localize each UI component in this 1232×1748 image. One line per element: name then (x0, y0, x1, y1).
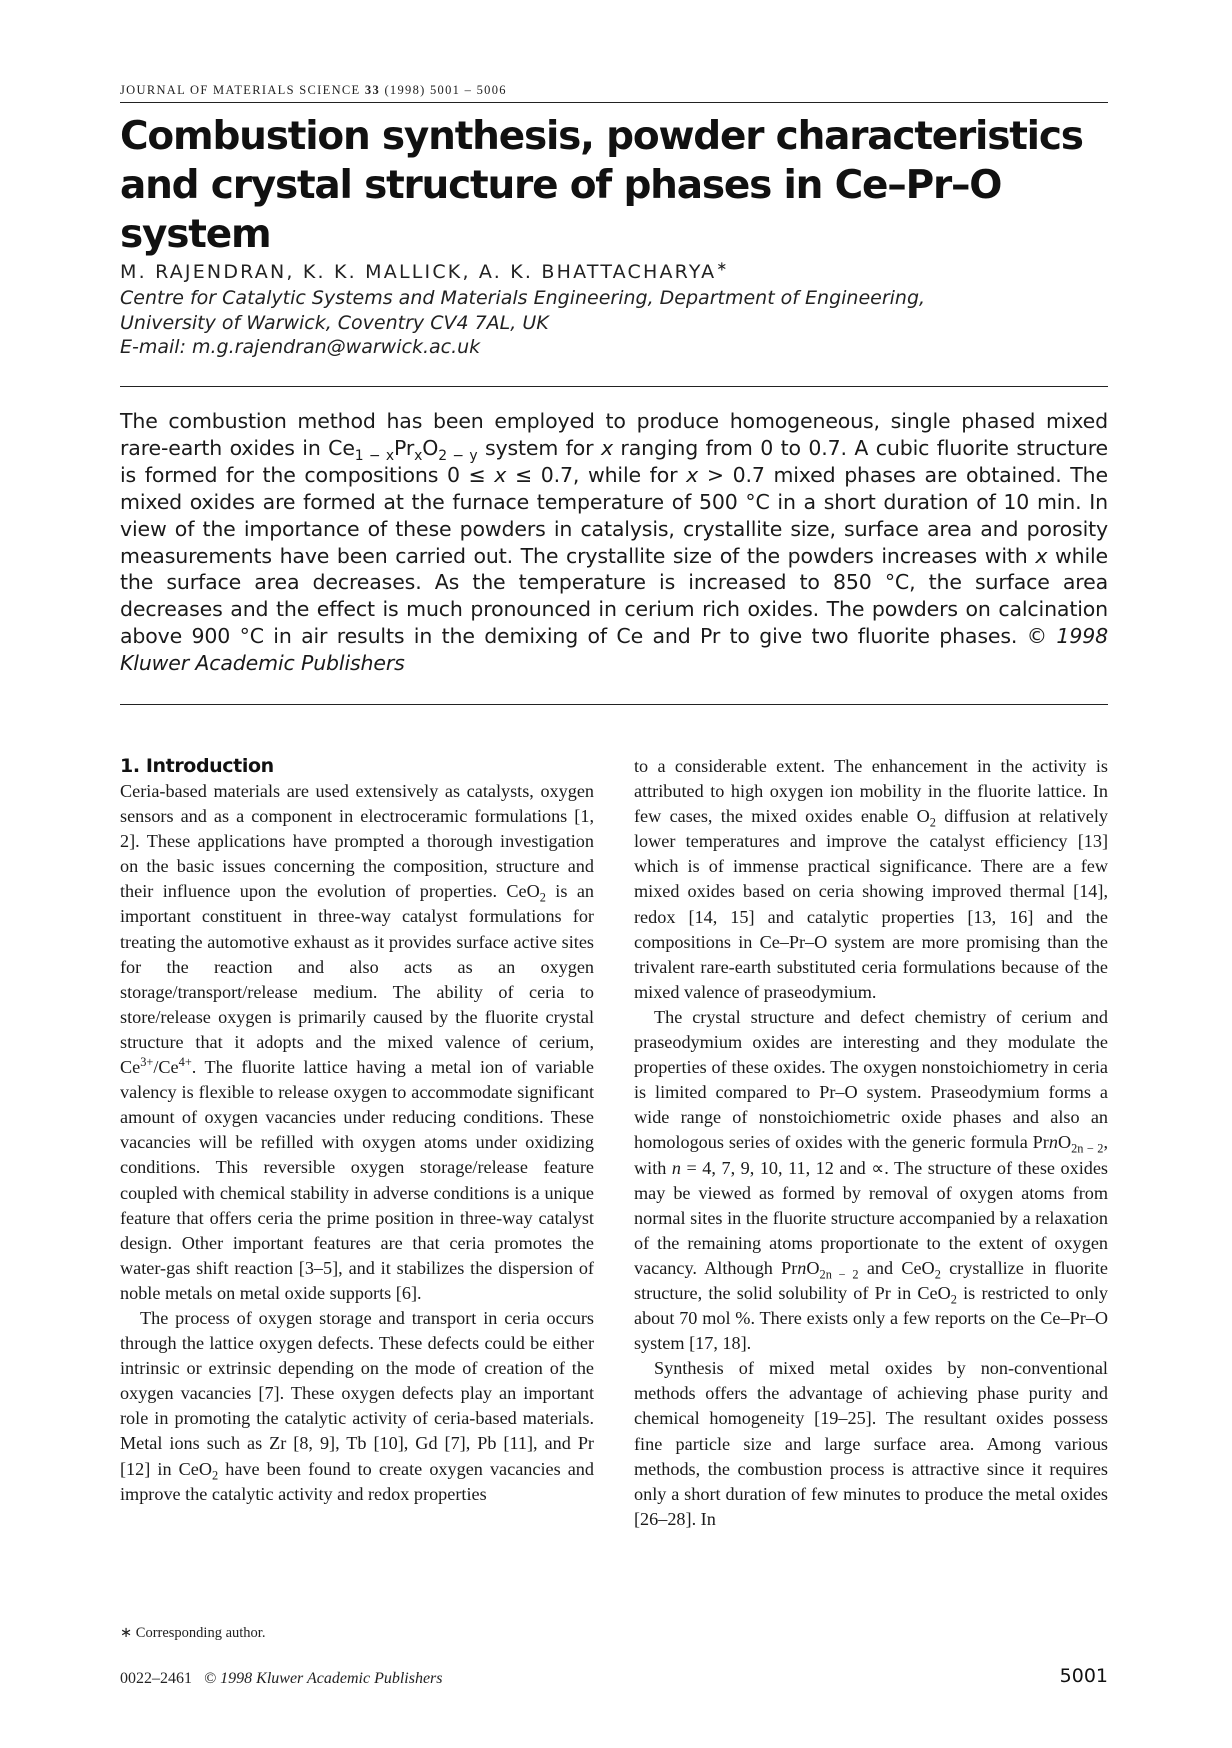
abstract-bottom-rule (120, 704, 1108, 705)
intro-paragraph-2-continued: to a considerable extent. The enhancement in the activity is attributed to high oxygen ion mobility in the fluorite lattice. In few cases, the mixed oxides enable $O_2$ diffusion at relatively lower temperatures and improve the catalyst efficiency [13] which is of immense practical significance. There are a few mixed oxides based on ceria showing improved thermal [14], redox [14, 15] and catalytic properties [13, 16] and the compositions in Ce–Pr–O system are more promising than the trivalent rare-earth substituted ceria formulations because of the mixed valence of praseodymium. (634, 756, 1108, 1002)
affiliation (120, 286, 925, 360)
abstract-top-rule (120, 386, 1108, 387)
abstract-copyright: © 1998 Kluwer Academic Publishers (120, 624, 1108, 676)
intro-paragraph-4: Synthesis of mixed metal oxides by non-conventional methods offers the advantage of achieving phase purity and chemical homogeneity [19–25]. The resultant oxides possess fine particle size and large surface area. Among various methods, the combustion process is attractive since it requires only a short duration of few minutes to produce the metal oxides [26–28]. In (634, 1358, 1108, 1529)
affiliation-email: E-mail: m.g.rajendran@warwick.ac.uk (120, 336, 481, 358)
author-list (120, 261, 729, 283)
affiliation-line-2: University of Warwick, Coventry CV4 7AL, UK (120, 311, 549, 334)
left-column (120, 754, 594, 1507)
header-rule (120, 102, 1108, 103)
intro-paragraph-3: The crystal structure and defect chemistry of cerium and praseodymium oxides are interesting and they modulate the properties of these oxides. The oxygen nonstoichiometry in ceria is limited compared to Pr–O system. Praseodymium forms a wide range of nonstoichiometric oxide phases and also an homologous series of oxides with the generic formula PrnO$_{2n - 2}$, with n = 4, 7, 9, 10, 11, 12 and ∝. The structure of these oxides may be viewed as formed by removal of oxygen atoms from normal sites in the fluorite structure accompanied by a relaxation of the remaining atoms proportionate to the extent of oxygen vacancy. Although PrnO$_{2n - 2}$ and CeO$_2$ crystallize in fluorite structure, the solid solubility of Pr in CeO$_2$ is restricted to only about 70 mol %. There exists only a few reports on the Ce–Pr–O system [17, 18]. (634, 1006, 1108, 1354)
title-line-2: and crystal structure of phases in Ce–Pr–O system (120, 163, 1002, 257)
footer-issn: 0022–2461 © 1998 Kluwer Academic Publishers (120, 1670, 443, 1687)
corresponding-mark: ∗ (716, 259, 730, 275)
footer-copyright: © 1998 Kluwer Academic Publishers (204, 1670, 443, 1687)
section-heading: 1. Introduction (120, 755, 274, 777)
intro-paragraph-2: The process of oxygen storage and transport in ceria occurs through the lattice oxygen defects. These defects could be either intrinsic or extrinsic depending on the mode of creation of the oxygen vacancies [7]. These oxygen defects play an important role in promoting the catalytic activity of ceria-based materials. Metal ions such as Zr [8, 9], Tb [10], Gd [7], Pb [11], and Pr [12] in CeO$_2$ have been found to create oxygen vacancies and improve the catalytic activity and redox properties (120, 1307, 594, 1504)
page-number: 5001 (1059, 1665, 1108, 1687)
title-line-1: Combustion synthesis, powder characteristics (120, 114, 1083, 159)
journal-volume: 33 (364, 83, 381, 97)
affiliation-line-1: Centre for Catalytic Systems and Materials Engineering, Department of Engineering, (120, 287, 926, 309)
abstract: The combustion method has been employed to produce homogeneous, single phased mixed rare-earth oxides in $Ce_{1 - x}Pr_xO_{2 - y}$ system for x ranging from 0 to 0.7. A cubic fluorite structure is formed for the compositions 0 ≤ x ≤ 0.7, while for x > 0.7 mixed phases are obtained. The mixed oxides are formed at the furnace temperature of 500 °C in a short duration of 10 min. In view of the importance of these powders in catalysis, crystallite size, surface area and porosity measurements have been carried out. The crystallite size of the powders increases with x while the surface area decreases. As the temperature is increased to 850 °C, the surface area decreases and the effect is much pronounced in cerium rich oxides. The powders on calcination above 900 °C in air results in the demixing of Ce and Pr to give two fluorite phases. © 1998 Kluwer Academic Publishers (120, 409, 1109, 676)
paper-title (120, 112, 1108, 259)
footnote: ∗ Corresponding author. (120, 1625, 266, 1641)
intro-paragraph-1: Ceria-based materials are used extensively as catalysts, oxygen sensors and as a component in electroceramic formulations [1, 2]. These applications have prompted a thorough investigation on the basic issues concerning the composition, structure and their influence upon the evolution of properties. CeO$_2$ is an important constituent in three-way catalyst formulations for treating the automotive exhaust as it provides surface active sites for the reaction and also acts as an oxygen storage/transport/release medium. The ability of ceria to store/release oxygen is primarily caused by the fluorite crystal structure that it adopts and the mixed valence of cerium, $Ce^{3+}/Ce^{4+}$. The fluorite lattice having a metal ion of variable valency is flexible to release oxygen to accommodate significant amount of oxygen vacancies under reducing conditions. These vacancies will be refilled with oxygen atoms under oxidizing conditions. This reversible oxygen storage/release feature coupled with chemical stability in adverse conditions is a unique feature that offers ceria the prime position in three-way catalyst design. Other important features are that ceria promotes the water-gas shift reaction [3–5], and it stabilizes the dispersion of noble metals on metal oxide supports [6]. (120, 781, 594, 1303)
right-column (634, 754, 1108, 1532)
paper-page (120, 0, 1108, 1748)
journal-year-pages: (1998) 5001 – 5006 (384, 83, 507, 97)
authors-names: M. RAJENDRAN, K. K. MALLICK, A. K. BHATTACHARYA (120, 261, 717, 283)
journal-header (120, 83, 507, 98)
journal-name: JOURNAL OF MATERIALS SCIENCE (120, 83, 361, 97)
